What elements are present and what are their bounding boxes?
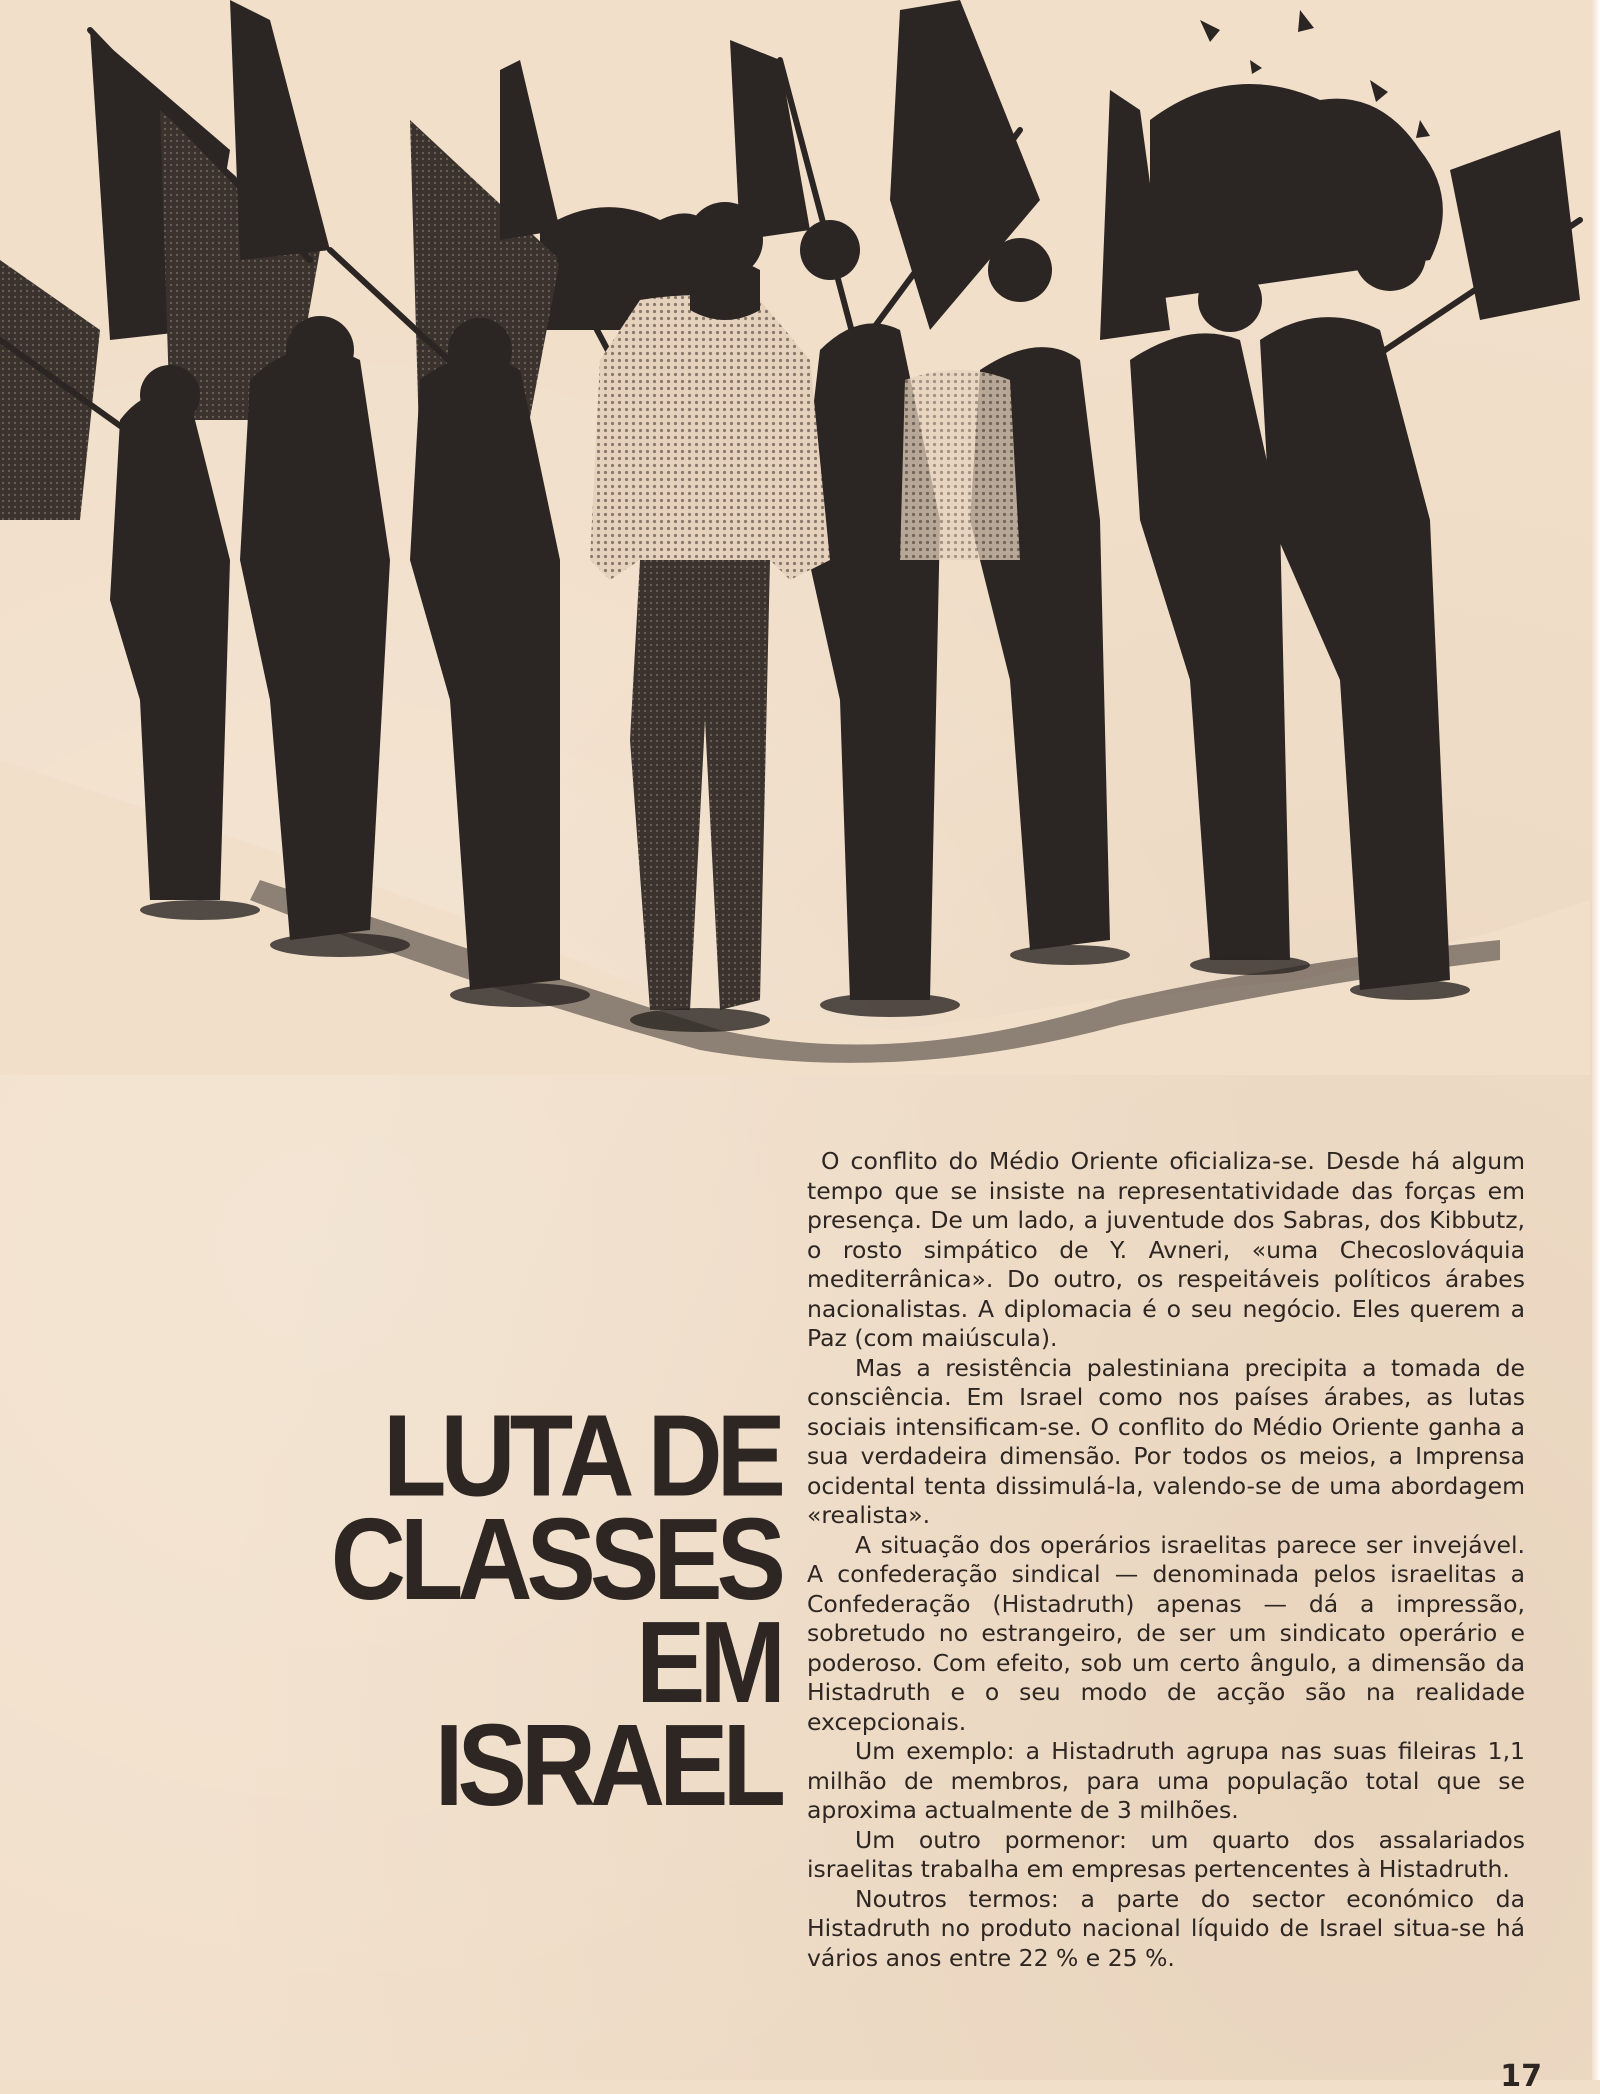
article-paragraph: Um outro pormenor: um quarto dos assalariados israelitas trabalha em empresas pertencentes à Histadruth. xyxy=(807,1825,1525,1883)
article-body xyxy=(807,1147,1525,1973)
headline-line-3: EM xyxy=(636,1597,780,1728)
article-paragraph: Noutros termos: a parte do sector económico da Histadruth no produto nacional líquido de Israel situa-se há vários anos entre 22 % e 25 %. xyxy=(807,1884,1525,1972)
headline-line-4: ISRAEL xyxy=(434,1700,780,1831)
headline-line-1: LUTA DE xyxy=(382,1391,780,1522)
article-paragraph: Um exemplo: a Histadruth agrupa nas suas fileiras 1,1 milhão de membros, para uma população total que se aproxima actualmente de 3 milhões. xyxy=(807,1737,1525,1824)
article-paragraph: Mas a resistência palestiniana precipita a tomada de consciência. Em Israel como nos países árabes, as lutas sociais intensificam-se. O conflito do Médio Oriente ganha a sua verdadeira dimensão. Por todos os meios, a Imprensa ocidental tenta dissimulá-la, valendo-se de uma abordagem «realista». xyxy=(807,1353,1525,1529)
page-edge xyxy=(1592,0,1600,2080)
headline-line-2: CLASSES xyxy=(330,1494,780,1625)
page-number: 17 xyxy=(1500,2059,1542,2094)
article-paragraph: O conflito do Médio Oriente oficializa-se. Desde há algum tempo que se insiste na representatividade das forças em presença. De um lado, a juventude dos Sabras, dos Kibbutz, o rosto simpático de Y. Avneri, «uma Checoslováquia mediterrânica». Do outro, os respeitáveis políticos árabes nacionalistas. A diplomacia é o seu negócio. Eles querem a Paz (com maiúscula). xyxy=(807,1147,1525,1352)
article-headline xyxy=(300,1391,780,1831)
article-paragraph: A situação dos operários israelitas parece ser invejável. A confederação sindical — denominada pelos israelitas a Confederação (Histadruth) apenas — dá a impressão, sobretudo no estrangeiro, de ser um sindicato operário e poderoso. Com efeito, sob um certo ângulo, a dimensão da Histadruth e o seu modo de acção são na realidade excepcionais. xyxy=(807,1530,1525,1736)
